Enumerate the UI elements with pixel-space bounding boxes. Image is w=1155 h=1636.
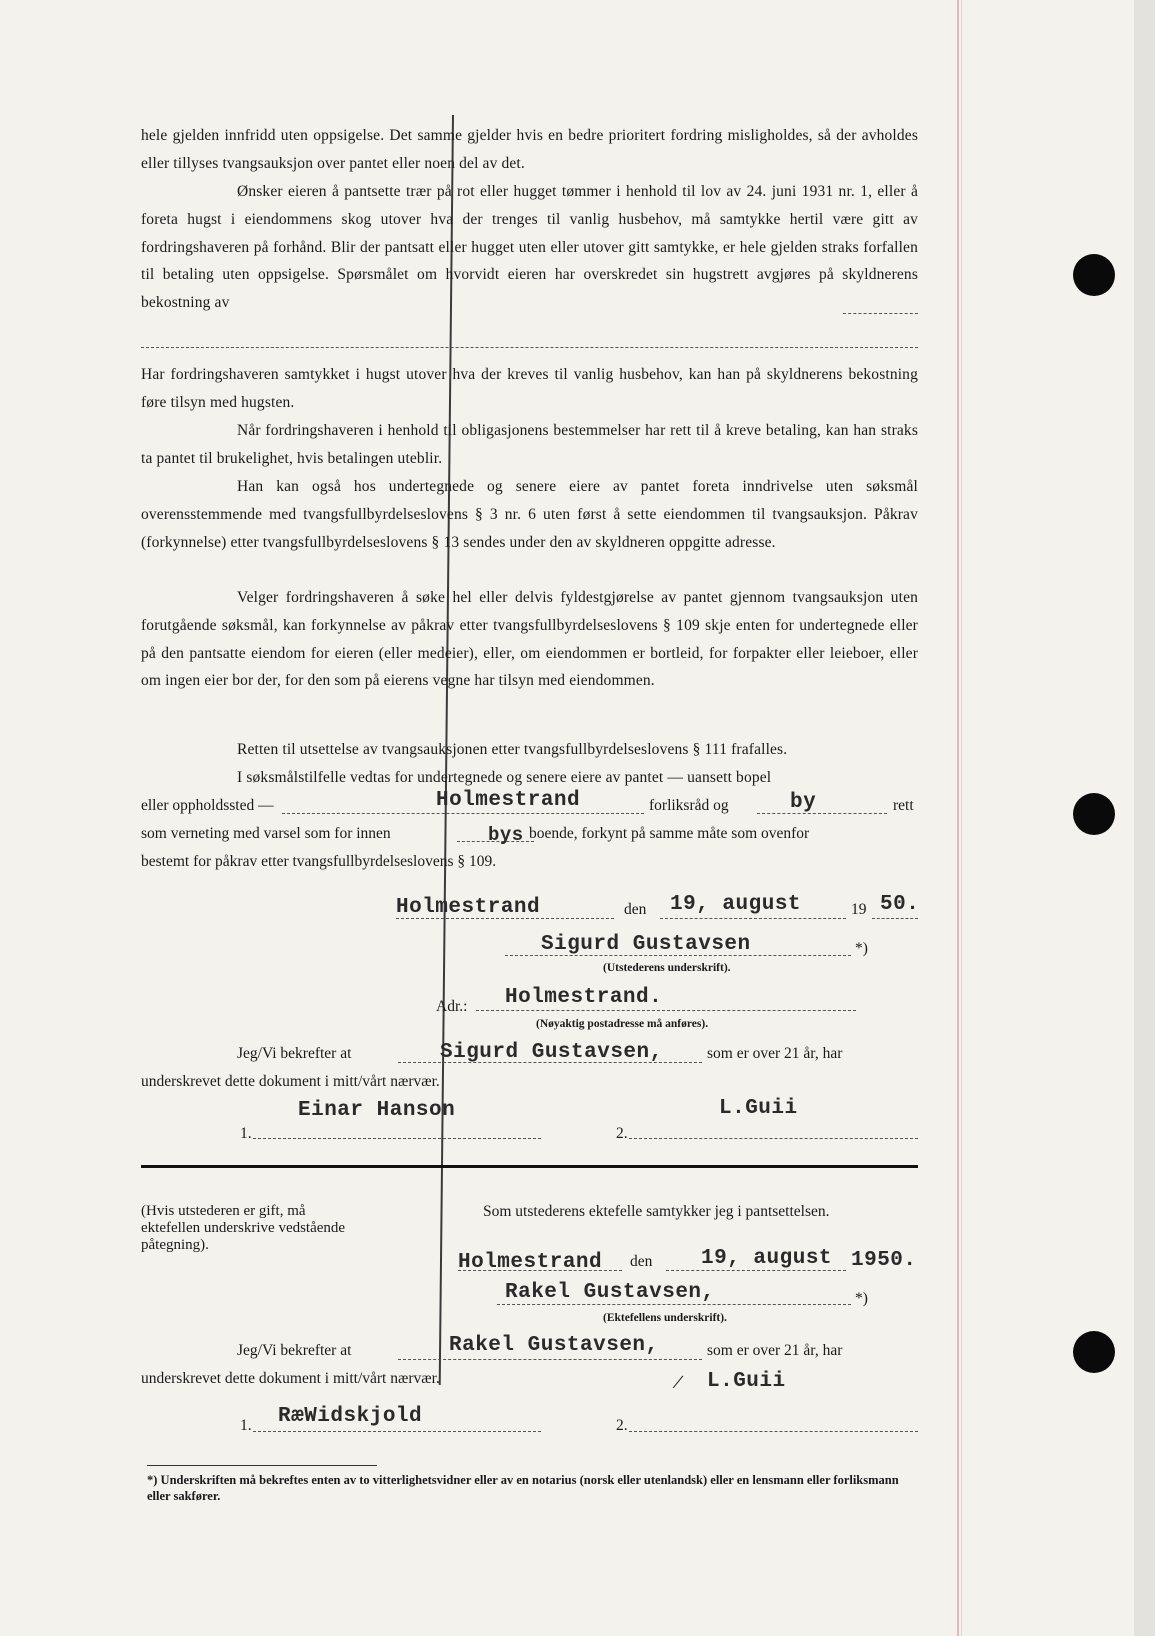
- adr-label: Adr.:: [436, 998, 468, 1015]
- witness-1-signature: Einar Hanson: [298, 1099, 456, 1122]
- blank-line: [497, 1304, 851, 1305]
- paragraph-6: Velger fordringshaveren å søke hel eller delvis fyldestgjørelse av pantet gjennom tvangsauksjon uten forutgående søksmål, kan forkynnelse av påkrav etter tvangsfullbyrdelseslovens § 109 skje enten for undertegnede eller på den pantsatte eiendom for eieren (eller medeier), eller, om eiendommen er bortleid, for forpakter eller leieboer, eller om ingen eier bor der, for den som på eierens vegne har tilsyn med eiendommen.: [141, 589, 918, 690]
- punch-hole: [1073, 1331, 1115, 1373]
- spouse-attest-name: Rakel Gustavsen,: [449, 1334, 659, 1357]
- spouse-date: 19, august: [701, 1247, 833, 1270]
- blank-line: [458, 1270, 622, 1271]
- venue-text: rett: [893, 797, 914, 814]
- blank-line: [141, 347, 918, 348]
- den-label: den: [630, 1253, 653, 1270]
- den-label: den: [624, 901, 647, 918]
- blank-line: [253, 1431, 541, 1432]
- attest-name: Sigurd Gustavsen,: [440, 1041, 663, 1064]
- blank-line: [398, 1062, 702, 1063]
- paragraph-2: Ønsker eieren å pantsette trær på rot eller hugget tømmer i henhold til lov av 24. juni 1931 nr. 1, eller å foreta hugst i eiendommens skog utover hva der trenges til vanlig husbehov, må samtykke hertil være gitt av fordringshaveren på forhånd. Blir der pantsatt eller hugget uten eller utover gitt samtykke, er hele gjelden straks forfallen til betaling uten oppsigelse. Spørsmålet om hvorvidt eieren har overskredet sin hugstrett avgjøres på skyldnerens bekostning av: [141, 183, 918, 312]
- venue-text: bestemt for påkrav etter tvangsfullbyrdelseslovens § 109.: [141, 853, 497, 870]
- signing-place: Holmestrand: [396, 896, 541, 919]
- attest-text: underskrevet dette dokument i mitt/vårt nærvær.: [141, 1073, 440, 1090]
- blank-line: [660, 918, 846, 919]
- blank-line: [757, 813, 887, 814]
- witness-number: 1.: [240, 1417, 252, 1434]
- section-divider: [141, 1165, 918, 1168]
- year-suffix: 50.: [880, 893, 920, 916]
- venue-text: forliksråd og: [649, 797, 729, 814]
- witness-number: 2.: [616, 1417, 628, 1434]
- blank-line: [629, 1138, 918, 1139]
- venue-text: boende, forkynt på samme måte som ovenfor: [529, 825, 810, 842]
- footnote-marker: *): [855, 940, 868, 957]
- spouse-year: 1950.: [851, 1249, 917, 1272]
- spouse-instruction: (Hvis utstederen er gift, må ektefellen underskrive vedstående påtegning).: [141, 1203, 346, 1253]
- blank-line: [629, 1431, 918, 1432]
- paragraph-1: hele gjelden innfridd uten oppsigelse. Det samme gjelder hvis en bedre prioritert fordring misligholdes, så der avholdes eller tillyses tvangsauksjon over pantet eller noen del av det.: [141, 127, 918, 172]
- footnote: *) Underskriften må bekreftes enten av to vitterlighetsvidner eller av en notarius (norsk eller utenlandsk) eller en lensmann eller forliksmann eller sakfører.: [147, 1473, 899, 1503]
- spouse-name: Rakel Gustavsen,: [505, 1281, 715, 1304]
- spouse-witness-1-signature: RæWidskjold: [278, 1405, 423, 1428]
- paragraph-3: Har fordringshaveren samtykket i hugst utover hva der kreves til vanlig husbehov, kan han på skyldnerens bekostning føre tilsyn med hugsten.: [141, 366, 918, 411]
- venue-district: bys: [488, 824, 524, 846]
- spouse-witness-2-signature: L.Guii: [707, 1370, 786, 1393]
- witness-number: 2.: [616, 1125, 628, 1142]
- margin-line: [957, 0, 959, 1636]
- spouse-caption: (Ektefellens underskrift).: [603, 1312, 727, 1324]
- blank-line: [843, 313, 918, 314]
- footnote-marker: *): [855, 1290, 868, 1307]
- attest-text: Jeg/Vi bekrefter at: [237, 1342, 352, 1359]
- attest-text: som er over 21 år, har: [707, 1342, 843, 1359]
- blank-line: [396, 918, 614, 919]
- venue-place: Holmestrand: [436, 789, 581, 812]
- page-edge: [1134, 0, 1155, 1636]
- blank-line: [476, 1010, 856, 1011]
- blank-line: [282, 813, 644, 814]
- year-prefix: 19: [851, 901, 867, 918]
- paragraph-8: I søksmålstilfelle vedtas for undertegnede og senere eiere av pantet — uansett bopel: [237, 769, 772, 786]
- venue-text: eller oppholdssted —: [141, 797, 274, 814]
- issuer-name: Sigurd Gustavsen: [541, 933, 751, 956]
- spouse-place: Holmestrand: [458, 1251, 603, 1274]
- blank-line: [872, 918, 918, 919]
- footnote-rule: [147, 1465, 377, 1466]
- attest-text: Jeg/Vi bekrefter at: [237, 1045, 352, 1062]
- blank-line: [398, 1359, 702, 1360]
- spouse-consent: Som utstederens ektefelle samtykker jeg i pantsettelsen.: [483, 1203, 830, 1220]
- issuer-address: Holmestrand.: [505, 986, 663, 1009]
- attest-text: underskrevet dette dokument i mitt/vårt nærvær.: [141, 1370, 440, 1387]
- paragraph-7: Retten til utsettelse av tvangsauksjonen etter tvangsfullbyrdelseslovens § 111 frafalles.: [237, 741, 788, 758]
- margin-line-secondary: [961, 0, 962, 1636]
- address-caption: (Nøyaktig postadresse må anføres).: [536, 1018, 709, 1030]
- venue-text: som verneting med varsel som for innen: [141, 825, 391, 842]
- signing-date: 19, august: [670, 893, 802, 916]
- attest-text: som er over 21 år, har: [707, 1045, 843, 1062]
- pen-mark: /: [671, 1368, 686, 1395]
- venue-court: by: [790, 791, 817, 814]
- witness-2-signature: L.Guii: [719, 1097, 798, 1120]
- paragraph-5: Han kan også hos undertegnede og senere eiere av pantet foreta inndrivelse uten søksmål overensstemmende med tvangsfullbyrdelseslovens § 3 nr. 6 uten først å sette eiendommen til tvangsauksjon. Påkrav (forkynnelse) etter tvangsfullbyrdelseslovens § 13 sendes under den av skyldneren oppgitte adresse.: [141, 478, 918, 551]
- blank-line: [505, 955, 851, 956]
- punch-hole: [1073, 254, 1115, 296]
- blank-line: [666, 1270, 846, 1271]
- witness-number: 1.: [240, 1125, 252, 1142]
- paragraph-4: Når fordringshaveren i henhold til obligasjonens bestemmelser har rett til å kreve betaling, kan han straks ta pantet til brukelighet, hvis betalingen uteblir.: [141, 422, 918, 467]
- issuer-caption: (Utstederens underskrift).: [603, 962, 731, 974]
- punch-hole: [1073, 793, 1115, 835]
- blank-line: [253, 1138, 541, 1139]
